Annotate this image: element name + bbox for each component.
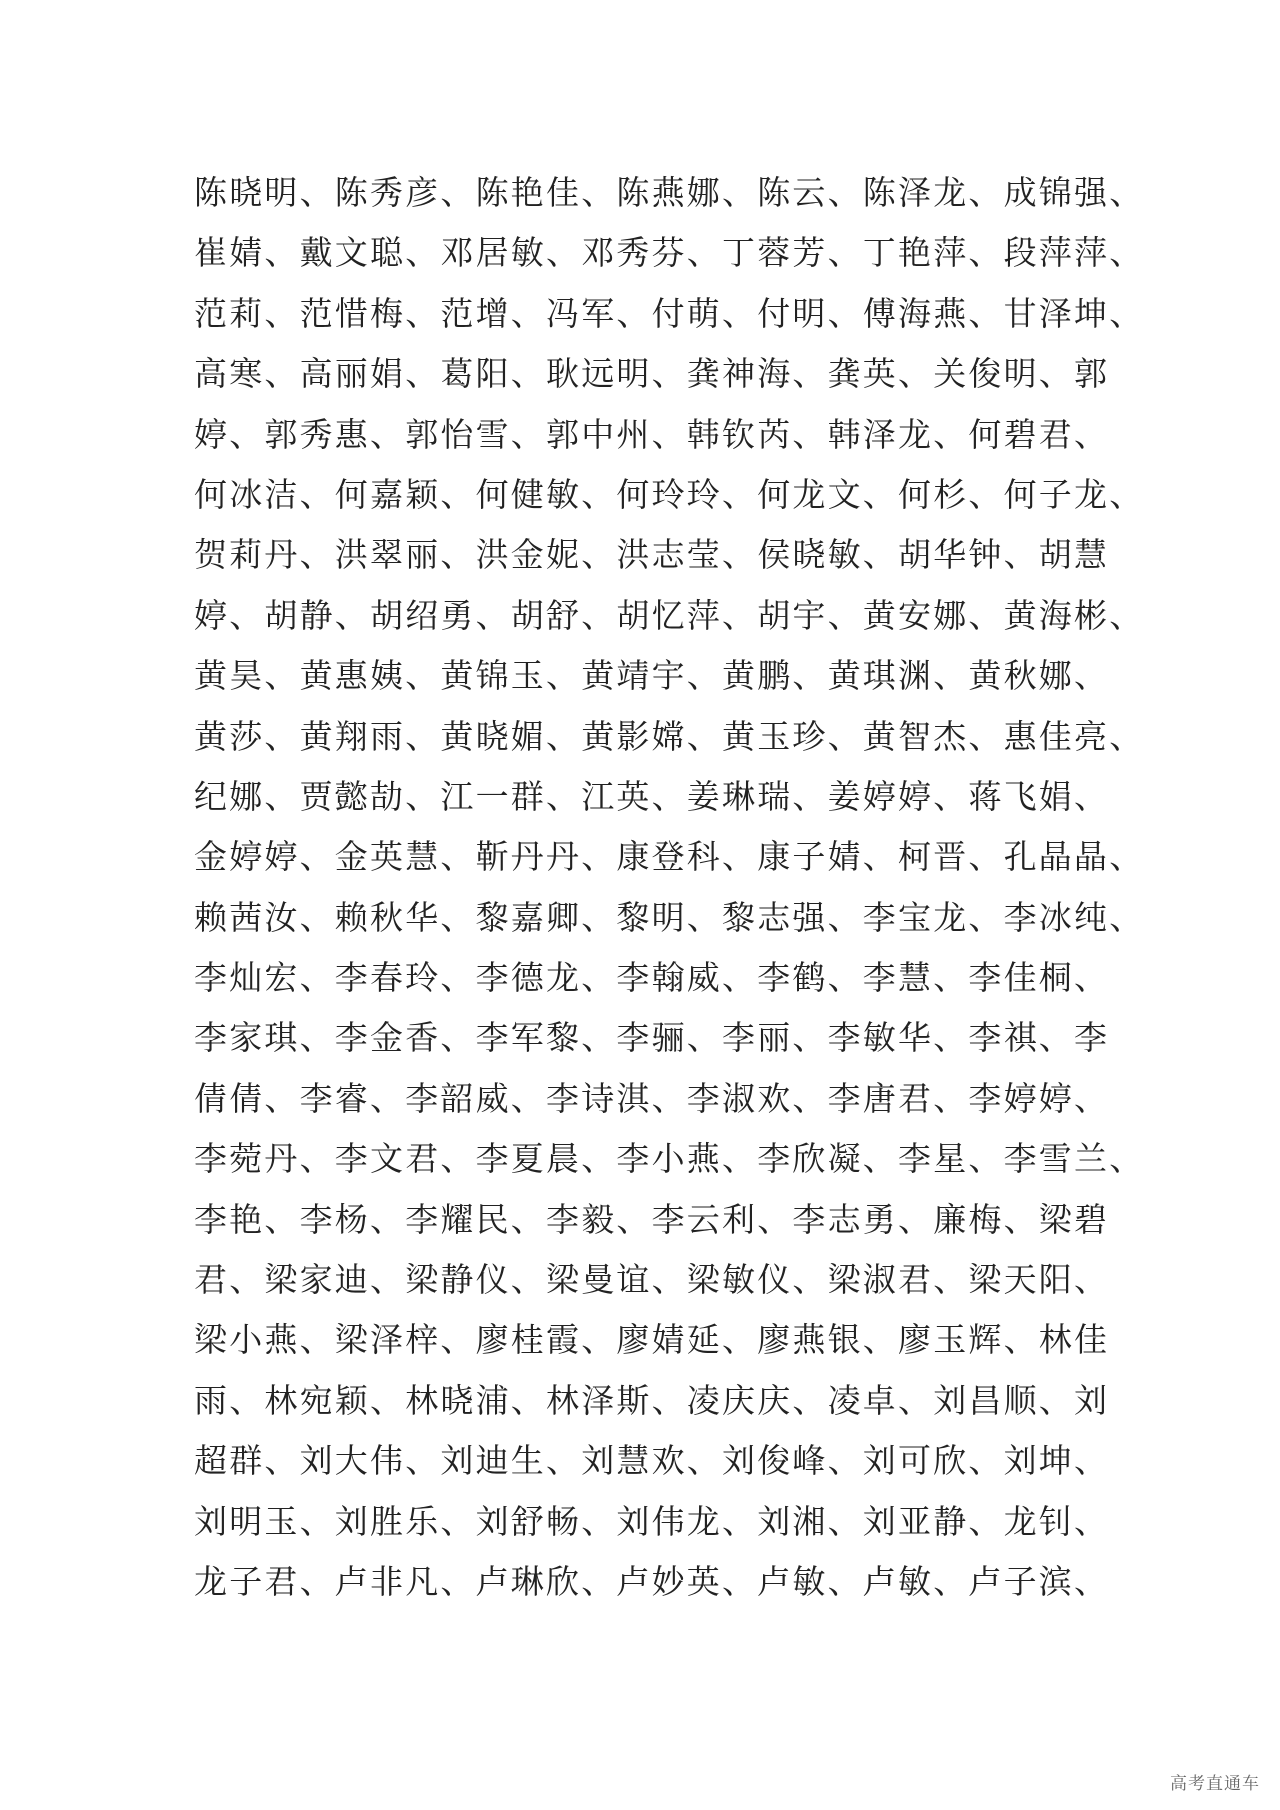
text-line: 纪娜、贾懿劼、江一群、江英、姜琳瑞、姜婷婷、蒋飞娟、 (194, 776, 1110, 816)
text-line: 刘明玉、刘胜乐、刘舒畅、刘伟龙、刘湘、刘亚静、龙钊、 (194, 1501, 1110, 1541)
text-line: 高寒、高丽娟、葛阳、耿远明、龚神海、龚英、关俊明、郭 (194, 354, 1110, 394)
text-line: 黄昊、黄惠姨、黄锦玉、黄靖宇、黄鹏、黄琪渊、黄秋娜、 (194, 656, 1110, 696)
text-line: 君、梁家迪、梁静仪、梁曼谊、梁敏仪、梁淑君、梁天阳、 (194, 1260, 1110, 1300)
text-line: 陈晓明、陈秀彦、陈艳佳、陈燕娜、陈云、陈泽龙、成锦强、 (194, 173, 1145, 212)
text-line: 婷、胡静、胡绍勇、胡舒、胡忆萍、胡宇、黄安娜、黄海彬、 (194, 595, 1145, 635)
text-line: 李艳、李杨、李耀民、李毅、李云利、李志勇、廉梅、梁碧 (194, 1199, 1110, 1239)
text-line: 雨、林宛颖、林晓浦、林泽斯、凌庆庆、凌卓、刘昌顺、刘 (194, 1380, 1110, 1420)
text-line: 李灿宏、李春玲、李德龙、李翰威、李鹤、李慧、李佳桐、 (194, 958, 1110, 998)
text-line: 倩倩、李睿、李韶威、李诗淇、李淑欢、李唐君、李婷婷、 (194, 1078, 1110, 1118)
text-line: 黄莎、黄翔雨、黄晓媚、黄影嫦、黄玉珍、黄智杰、惠佳亮、 (194, 716, 1145, 756)
text-line: 赖茜汝、赖秋华、黎嘉卿、黎明、黎志强、李宝龙、李冰纯、 (194, 897, 1145, 937)
text-line: 李菀丹、李文君、李夏晨、李小燕、李欣凝、李星、李雪兰、 (194, 1139, 1145, 1179)
text-line: 何冰洁、何嘉颖、何健敏、何玲玲、何龙文、何杉、何子龙、 (194, 474, 1145, 514)
text-line: 婷、郭秀惠、郭怡雪、郭中州、韩钦芮、韩泽龙、何碧君、 (194, 414, 1110, 454)
name-list-body (194, 163, 1145, 1612)
text-line: 金婷婷、金英慧、靳丹丹、康登科、康子婧、柯晋、孔晶晶、 (194, 837, 1145, 877)
watermark-text: 高考直通车 (1170, 1774, 1260, 1794)
text-line: 范莉、范惜梅、范增、冯军、付萌、付明、傅海燕、甘泽坤、 (194, 293, 1145, 333)
text-line: 贺莉丹、洪翠丽、洪金妮、洪志莹、侯晓敏、胡华钟、胡慧 (194, 535, 1110, 575)
text-line: 龙子君、卢非凡、卢琳欣、卢妙英、卢敏、卢敏、卢子滨、 (194, 1561, 1110, 1601)
text-line: 超群、刘大伟、刘迪生、刘慧欢、刘俊峰、刘可欣、刘坤、 (194, 1441, 1110, 1481)
text-line: 李家琪、李金香、李军黎、李骊、李丽、李敏华、李祺、李 (194, 1018, 1110, 1058)
text-line: 梁小燕、梁泽梓、廖桂霞、廖婧延、廖燕银、廖玉辉、林佳 (194, 1320, 1110, 1360)
text-line: 崔婧、戴文聪、邓居敏、邓秀芬、丁蓉芳、丁艳萍、段萍萍、 (194, 233, 1145, 273)
